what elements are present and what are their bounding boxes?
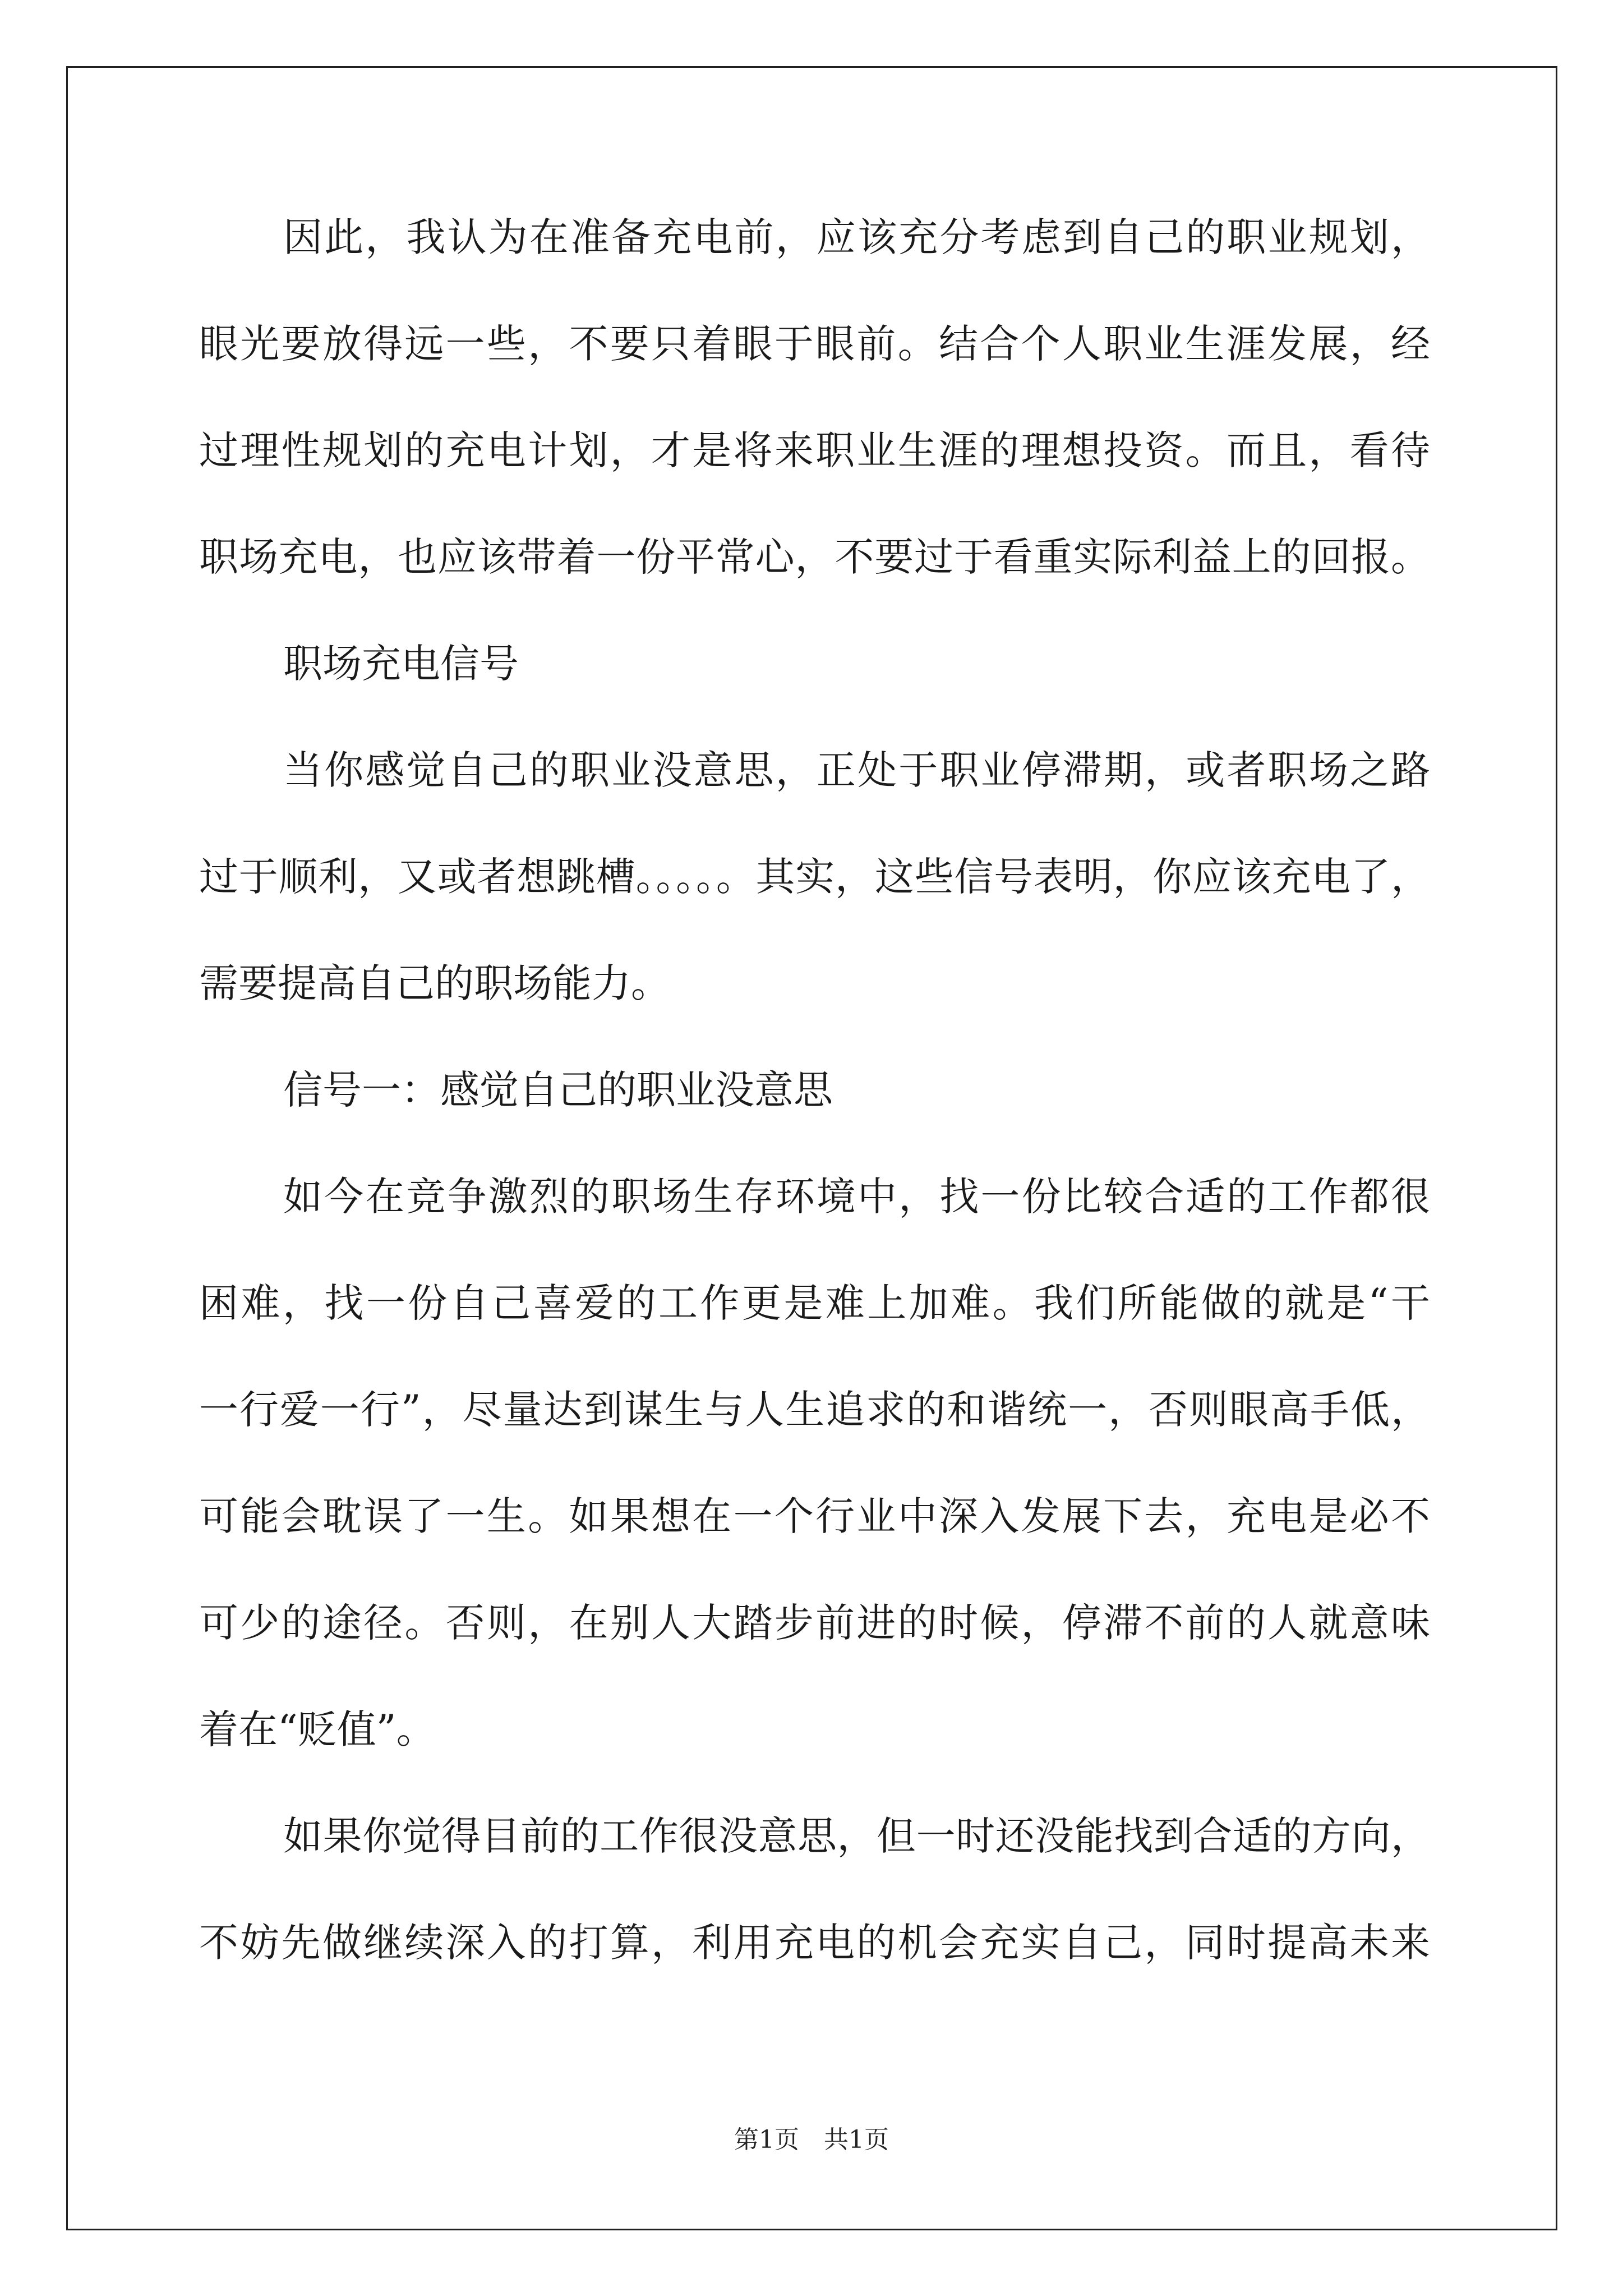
text-line: 眼光要放得远一些，不要只着眼于眼前。结合个人职业生涯发展，经 [199,321,1430,367]
section-heading: 信号一：感觉自己的职业没意思 [283,1067,833,1113]
text-line: 因此，我认为在准备充电前，应该充分考虑到自己的职业规划， [283,214,1430,260]
text-line: 当你感觉自己的职业没意思，正处于职业停滞期，或者职场之路 [283,747,1430,793]
text-line: 困难，找一份自己喜爱的工作更是难上加难。我们所能做的就是“干 [199,1280,1430,1326]
text-line: 可少的途径。否则，在别人大踏步前进的时候，停滞不前的人就意味 [199,1600,1430,1646]
text-line: 如果你觉得目前的工作很没意思，但一时还没能找到合适的方向， [283,1813,1430,1859]
text-line: 着在“贬值”。 [199,1706,436,1752]
text-line: 如今在竞争激烈的职场生存环境中，找一份比较合适的工作都很 [283,1174,1430,1220]
text-line: 过于顺利，又或者想跳槽。。。。。其实，这些信号表明，你应该充电了， [199,854,1430,900]
page-footer: 第1页 共1页 [734,2125,889,2154]
document-body [199,210,1430,2022]
text-line: 需要提高自己的职场能力。 [199,960,670,1006]
text-line: 职场充电，也应该带着一份平常心，不要过于看重实际利益上的回报。 [199,534,1430,580]
text-line: 不妨先做继续深入的打算，利用充电的机会充实自己，同时提高未来 [199,1920,1430,1966]
text-line: 过理性规划的充电计划，才是将来职业生涯的理想投资。而且，看待 [199,427,1430,473]
text-line: 可能会耽误了一生。如果想在一个行业中深入发展下去，充电是必不 [199,1493,1430,1539]
section-heading: 职场充电信号 [283,641,519,687]
text-line: 一行爱一行”，尽量达到谋生与人生追求的和谐统一，否则眼高手低， [199,1387,1430,1433]
